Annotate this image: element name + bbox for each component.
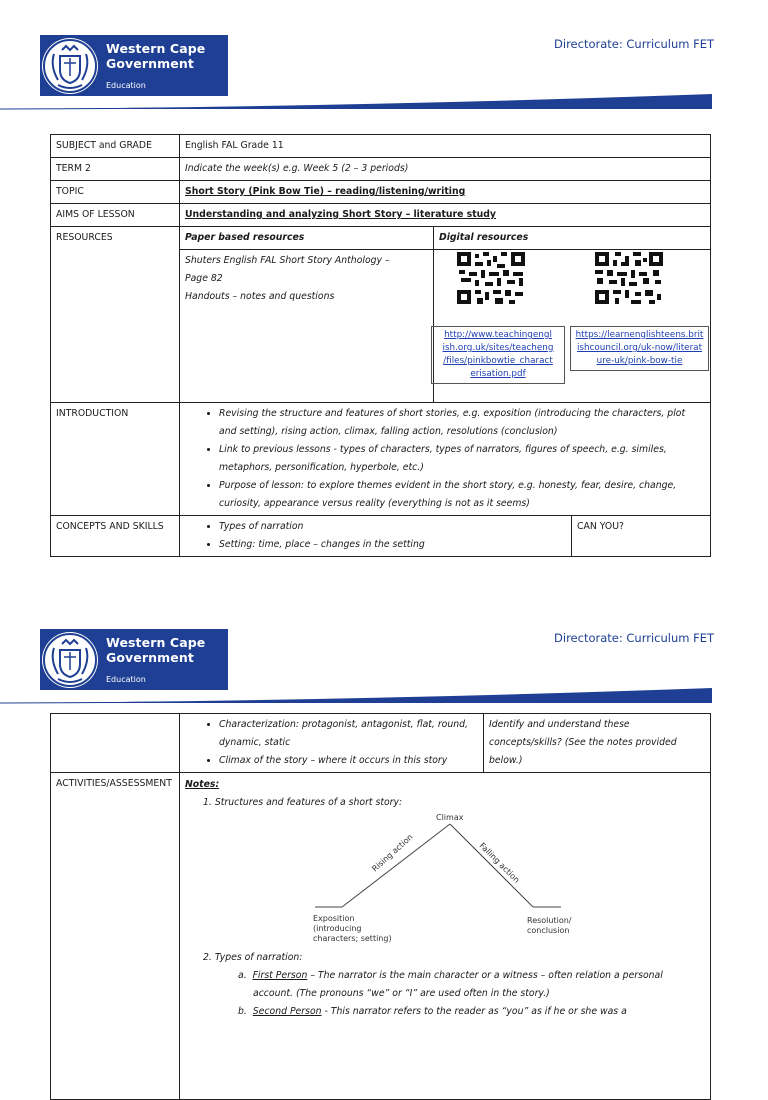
logo-department: Education (106, 675, 146, 684)
list-marker: a. (238, 970, 247, 981)
coat-of-arms-icon (42, 632, 98, 688)
list-item: • Climax of the story – where it occurs in this story (219, 752, 478, 770)
term-value: Indicate the week(s) e.g. Week 5 (2 – 3 periods) (180, 158, 711, 181)
link-line[interactable]: ishcouncil.org/uk-now/literat (576, 343, 703, 353)
exposition-label: Exposition (313, 914, 355, 923)
table-row (51, 204, 711, 227)
first-person-term: First Person (252, 970, 308, 981)
coat-of-arms-icon (42, 38, 98, 94)
digital-resource-link-2[interactable] (570, 326, 709, 371)
qr-code-icon[interactable] (457, 252, 525, 311)
paper-resource-line: Handouts – notes and questions (185, 291, 335, 302)
activities-cell (180, 773, 711, 1100)
lesson-table-page1 (50, 134, 711, 557)
term-label: TERM 2 (51, 158, 180, 181)
list-marker: b. (238, 1006, 247, 1017)
table-row (51, 227, 711, 250)
activities-label: ACTIVITIES/ASSESSMENT (51, 773, 180, 1100)
aims-label: AIMS OF LESSON (51, 204, 180, 227)
introduction-list (185, 405, 705, 513)
introduction-cell (180, 403, 711, 516)
directorate-label: Directorate: Curriculum FET (554, 37, 714, 51)
concepts-label-empty (51, 714, 180, 773)
list-item: • Characterization: protagonist, antagonist, flat, round, dynamic, static (219, 716, 478, 752)
plot-diagram-svg (185, 812, 705, 949)
lesson-table-page2 (50, 713, 711, 1100)
topic-value: Short Story (Pink Bow Tie) – reading/listening/writing (180, 181, 711, 204)
subject-label: SUBJECT and GRADE (51, 135, 180, 158)
table-row (51, 773, 711, 1100)
table-row (51, 135, 711, 158)
concepts-list (185, 716, 478, 770)
concepts-label: CONCEPTS AND SKILLS (51, 516, 180, 557)
paper-resources-cell (180, 250, 434, 403)
rising-action-line (342, 824, 450, 907)
paper-resource-line: Page 82 (185, 273, 223, 284)
table-row (51, 158, 711, 181)
logo-line1: Western Cape (106, 635, 206, 650)
paper-resource-line: Shuters English FAL Short Story Anthology – (185, 255, 390, 266)
link-line[interactable]: ish.org.uk/sites/teacheng (442, 343, 554, 353)
table-row (51, 714, 711, 773)
table-row (51, 181, 711, 204)
subject-value: English FAL Grade 11 (180, 135, 711, 158)
falling-action-label: Falling action (477, 841, 522, 885)
list-item: • Link to previous lessons - types of characters, types of narrators, figures of speech, e.g. similes, metaphors, personification, hyperbole, etc.) (219, 441, 705, 477)
digital-resources-heading: Digital resources (434, 227, 711, 250)
link-line[interactable]: http://www.teachingengl (444, 330, 552, 340)
page2-header (0, 594, 768, 704)
story-structure-diagram (185, 812, 705, 949)
digital-resources-cell (434, 250, 711, 403)
climax-label: Climax (436, 813, 464, 822)
logo-department: Education (106, 81, 146, 90)
wcg-logo (40, 629, 228, 690)
paper-resources-heading: Paper based resources (180, 227, 434, 250)
link-line[interactable]: ure-uk/pink-bow-tie (596, 356, 683, 366)
link-line[interactable]: https://learnenglishteens.brit (575, 330, 704, 340)
logo-org-name (106, 635, 205, 665)
note-2a-cont: account. (The pronouns “we” or “I” are used often in the story.) (253, 988, 550, 999)
can-you-heading: CAN YOU? (572, 516, 711, 557)
logo-line1: Western Cape (106, 41, 206, 56)
second-person-term: Second Person (252, 1006, 322, 1017)
header-banner (0, 92, 712, 110)
wcg-logo (40, 35, 228, 96)
resources-label: RESOURCES (51, 227, 180, 403)
exposition-label: characters; setting) (313, 934, 392, 943)
link-line[interactable]: /files/pinkbowtie_charact (443, 356, 553, 366)
note-2b (185, 1003, 705, 1021)
qr-code-icon[interactable] (595, 252, 663, 311)
resolution-label: Resolution/ (527, 916, 572, 925)
directorate-label: Directorate: Curriculum FET (554, 631, 714, 645)
list-item: • Purpose of lesson: to explore themes evident in the short story, e.g. honesty, fear, desire, change, curiosity, appearance versus reality (everything is not as it seems) (219, 477, 705, 513)
digital-resource-link-1[interactable] (431, 326, 565, 384)
table-row (51, 516, 711, 557)
table-row (51, 403, 711, 516)
link-line[interactable]: erisation.pdf (470, 369, 526, 379)
note-item-2: 2. Types of narration: (203, 952, 303, 963)
list-item: • Types of narration (219, 518, 566, 536)
concepts-cell-continued (180, 714, 484, 773)
notes-heading: Notes: (185, 779, 220, 790)
second-person-text: - This narrator refers to the reader as “you” as if he or she was a (321, 1006, 627, 1017)
header-banner (0, 686, 712, 704)
can-you-text: Identify and understand these concepts/skills? (See the notes provided below.) (484, 714, 711, 773)
concepts-list (185, 518, 566, 554)
concepts-cell (180, 516, 572, 557)
logo-line2: Government (106, 56, 194, 71)
list-item: • Setting: time, place – changes in the setting (219, 536, 566, 554)
note-2a (185, 967, 705, 985)
page1-header (0, 0, 768, 110)
exposition-label: (introducing (313, 924, 362, 933)
logo-line2: Government (106, 650, 194, 665)
introduction-label: INTRODUCTION (51, 403, 180, 516)
note-item-1: 1. Structures and features of a short story: (203, 797, 403, 808)
resolution-label: conclusion (527, 926, 570, 935)
topic-label: TOPIC (51, 181, 180, 204)
list-item: • Revising the structure and features of short stories, e.g. exposition (introducing the characters, plot and setting), rising action, climax, falling action, resolutions (conclusion) (219, 405, 705, 441)
falling-action-line (450, 824, 533, 907)
first-person-text: – The narrator is the main character or a witness – often relation a personal (307, 970, 663, 981)
rising-action-label: Rising action (370, 832, 415, 874)
aims-value: Understanding and analyzing Short Story – literature study (180, 204, 711, 227)
logo-org-name (106, 41, 205, 71)
